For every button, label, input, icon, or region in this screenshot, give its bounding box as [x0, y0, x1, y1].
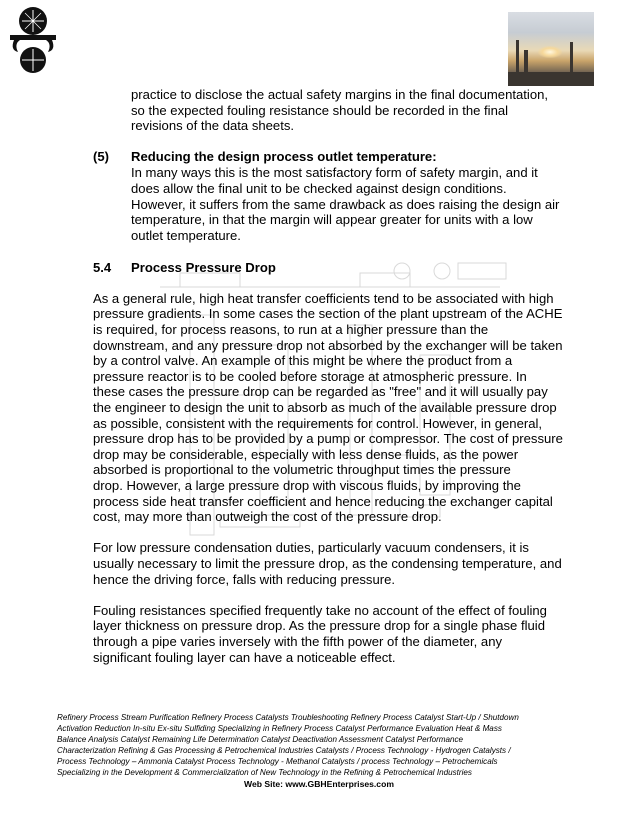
footer-line: Activation Reduction In-situ Ex-situ Sulfiding Specializing in Refinery Process Catalyst Performance Evaluation Heat & Mass [57, 724, 502, 733]
paragraph-line: layer thickness on pressure drop. As the pressure drop for a single phase fluid [93, 618, 545, 633]
paragraph-line: absorbed is proportional to the volumetric throughput times the pressure [93, 462, 511, 477]
paragraph-line: drop may be considerable, especially with less dense fluids, as the power [93, 447, 519, 462]
paragraph-line: Fouling resistances specified frequently take no account of the effect of fouling [93, 603, 547, 618]
paragraph-line: downstream, and any pressure drop not absorbed by the exchanger will be taken [93, 338, 563, 353]
paragraph-line: as possible, consistent with the requirements for control. However, in general, [93, 416, 543, 431]
paragraph-line: process side heat transfer coefficient and hence reducing the exchanger capital [93, 494, 553, 509]
item-number: (5) [93, 149, 110, 164]
footer-website: Web Site: www.GBHEnterprises.com [244, 779, 394, 789]
paragraph-line: For low pressure condensation duties, particularly vacuum condensers, it is [93, 540, 529, 555]
paragraph-line: the engineer to design the unit to absorb as much of the available pressure drop [93, 400, 557, 415]
refinery-photo [508, 12, 594, 86]
paragraph-line: cost, may more than outweigh the cost of the pressure drop. [93, 509, 442, 524]
paragraph-line: pressure gradients. In some cases the section of the plant upstream of the ACHE [93, 306, 563, 321]
section-title: Process Pressure Drop [131, 260, 276, 275]
paragraph-line: usually necessary to limit the pressure drop, as the condensing temperature, and [93, 556, 562, 571]
sun-glow [538, 46, 562, 58]
plant-silhouette [508, 72, 594, 86]
paragraph-line: by a control valve. An example of this might be where the product from a [93, 353, 513, 368]
item-line: does allow the final unit to be checked against design conditions. [131, 181, 507, 196]
item-line: In many ways this is the most satisfactory form of safety margin, and it [131, 165, 538, 180]
intro-line: practice to disclose the actual safety margins in the final documentation, [131, 87, 549, 102]
paragraph-line: pressure reactor is to be cooled before storage at atmospheric pressure. In [93, 369, 527, 384]
footer-line: Specializing in the Development & Commercialization of New Technology in the Refining & Petrochemical Industries [57, 768, 472, 777]
footer-line: Process Technology – Ammonia Catalyst Process Technology - Methanol Catalysts / process Technology – Petrochemicals [57, 757, 498, 766]
paragraph-line: drop. However, a large pressure drop with viscous fluids, by improving the [93, 478, 521, 493]
paragraph-line: through a pipe varies inversely with the fifth power of the diameter, any [93, 634, 503, 649]
company-logo-icon [8, 4, 58, 76]
paragraph-line: significant fouling layer can have a noticeable effect. [93, 650, 396, 665]
paragraph-line: As a general rule, high heat transfer coefficients tend to be associated with high [93, 291, 554, 306]
paragraph-line: hence the driving force, falls with reducing pressure. [93, 572, 396, 587]
intro-line: revisions of the data sheets. [131, 118, 295, 133]
intro-line: so the expected fouling resistance should be recorded in the final [131, 103, 509, 118]
footer-line: Balance Analysis Catalyst Remaining Life Determination Catalyst Deactivation Assessment Catalyst Performance [57, 735, 464, 744]
item-line: outlet temperature. [131, 228, 241, 243]
section-number: 5.4 [93, 260, 112, 275]
footer-line: Refinery Process Stream Purification Refinery Process Catalysts Troubleshooting Refinery Process Catalyst Start-Up / Shutdown [57, 713, 519, 722]
item-line: However, it suffers from the same drawback as does raising the design air [131, 197, 560, 212]
footer-line: Characterization Refining & Gas Processing & Petrochemical Industries Catalysts / Process Technology - Hydrogen Catalysts / [57, 746, 511, 755]
paragraph-line: pressure drop has to be provided by a pump or compressor. The cost of pressure [93, 431, 563, 446]
paragraph-line: these cases the pressure drop can be regarded as "free" and it will usually pay [93, 384, 548, 399]
paragraph-line: is required, for process reasons, to run at a higher pressure than the [93, 322, 489, 337]
item-heading: Reducing the design process outlet temperature: [131, 149, 437, 164]
item-line: temperature, in that the margin will appear greater for units with a low [131, 212, 533, 227]
